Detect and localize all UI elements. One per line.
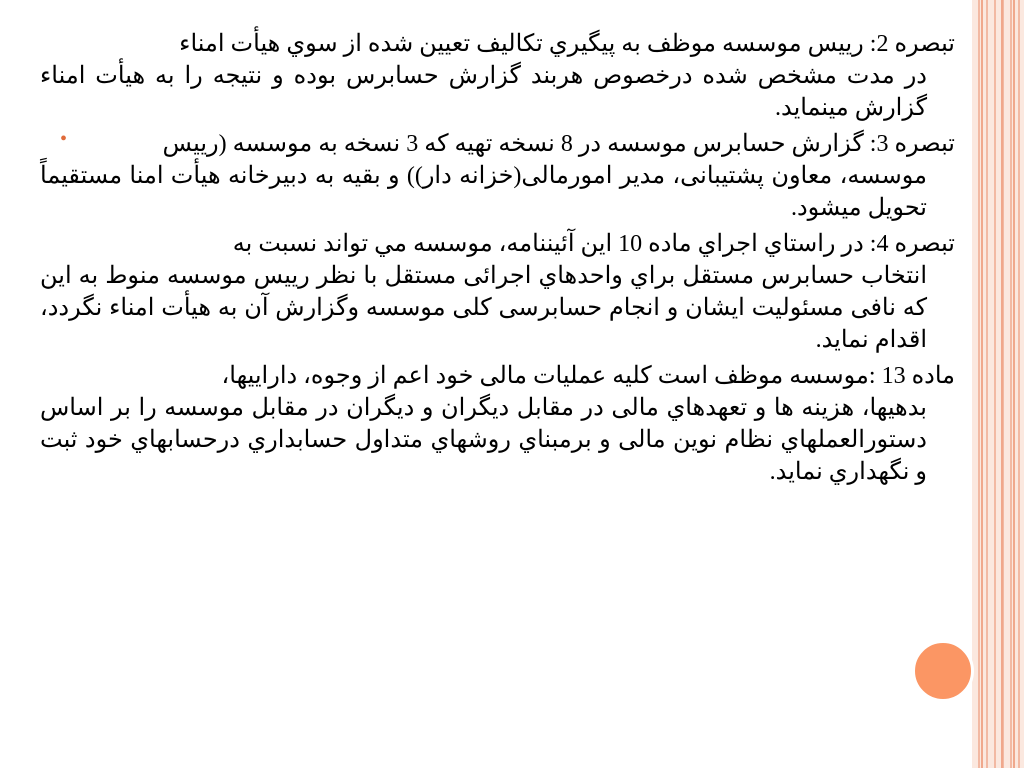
paragraph-continuation: انتخاب حسابرس مستقل براي واحدهاي اجرائی مستقل با نظر رييس موسسه منوط به اين كه نافی مسئوليت ايشان و انجام حسابرسی كلی موسسه وگزارش آن به هيأت امناء نگردد، اقدام نمايد.: [40, 263, 927, 353]
paragraph-continuation: موسسه، معاون پشتيبانی، مدير امورمالی(خزانه دار)) و بقيه به دبيرخانه هيأت امنا مستقيماً تحويل ميشود.: [40, 163, 927, 221]
paragraph-first-line: ماده 13 :موسسه موظف است كليه عمليات مالی خود اعم از وجوه، داراييها،: [221, 363, 955, 389]
paragraph-note-4: [40, 228, 955, 356]
decorative-line: [1001, 0, 1003, 768]
paragraph-continuation: در مدت مشخص شده درخصوص هربند گزارش حسابرس بوده و نتيجه را به هيأت امناء گزارش مينمايد.: [40, 63, 927, 121]
paragraph-note-2: [40, 28, 955, 124]
slide-body: [40, 28, 955, 492]
paragraph-continuation: بدهيها، هزينه ها و تعهدهاي مالی در مقابل ديگران و ديگران در مقابل موسسه را بر اساس دستورالعملهاي نظام نوين مالی و برمبناي روشهاي متداول حسابداري درحسابهاي خود ثبت و نگهداري نمايد.: [40, 395, 927, 485]
paragraph-note-3: [40, 128, 955, 224]
decorative-stripes: [972, 0, 1024, 768]
bullet-dot: •: [60, 128, 68, 150]
paragraph-first-line: تبصره 2: رييس موسسه موظف به پيگيري تكاليف تعيين شده از سوي هيأت امناء: [179, 31, 955, 57]
decorative-line: [1013, 0, 1015, 768]
paragraph-first-line: تبصره 4: در راستاي اجراي ماده 10 اين آئيننامه، موسسه مي تواند نسبت به: [232, 231, 955, 257]
decorative-circle: [912, 640, 974, 702]
paragraph-article-13: [40, 360, 955, 488]
decorative-line: [981, 0, 983, 768]
paragraph-first-line: تبصره 3: گزارش حسابرس موسسه در 8 نسخه تهيه كه 3 نسخه به موسسه (رييس: [162, 131, 955, 157]
